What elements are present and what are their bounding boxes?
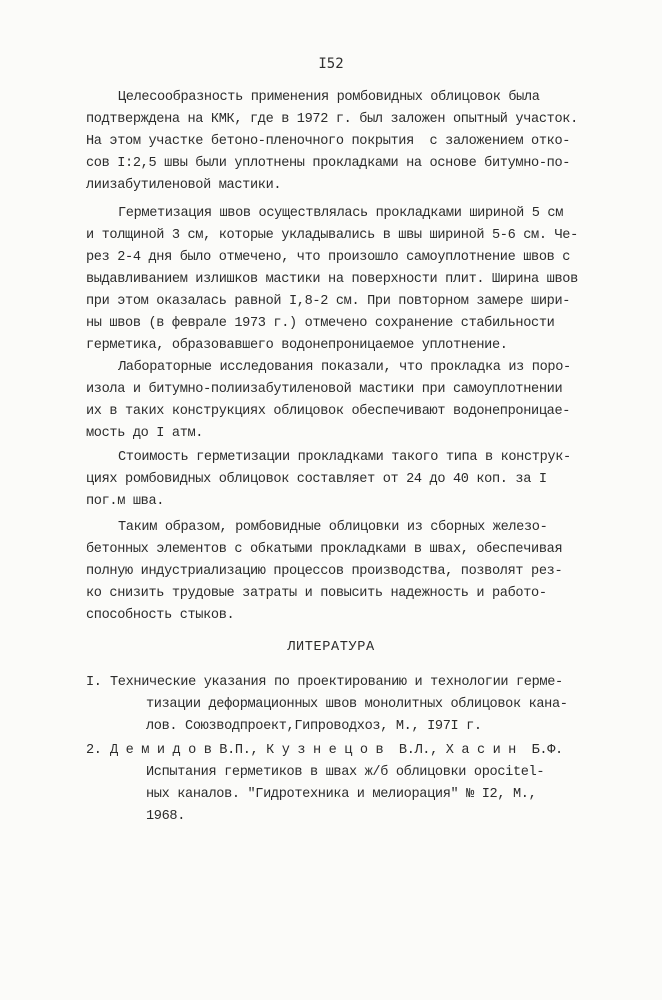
paragraph-3-line-2: изола и битумно-полиизабутиленовой мастики при самоуплотнении [86,382,563,397]
page-number: I52 [318,56,344,72]
paragraph-1-line-1: Целесообразность применения ромбовидных облицовок была [118,90,540,105]
paragraph-3-line-4: мость до I атм. [86,426,204,441]
paragraph-2-line-3: рез 2-4 дня было отмечено, что произошло самоуплотнение швов с [86,250,571,265]
paragraph-2-line-4: выдавливанием излишков мастики на поверхности плит. Ширина швов [86,272,578,287]
reference-2-line-4: 1968. [146,809,186,824]
paragraph-4-line-2: циях ромбовидных облицовок составляет от 24 до 40 коп. за I [86,472,547,487]
paragraph-2-line-2: и толщиной 3 см, которые укладывались в швы шириной 5-6 см. Че- [86,228,578,243]
reference-2-line-2: Испытания герметиков в швах ж/б облицовки оросitel- [146,765,545,780]
paragraph-2-line-7: герметика, образовавшего водонепроницаемое уплотнение. [86,338,508,353]
paragraph-4-line-3: пог.м шва. [86,494,165,509]
reference-1-number: I. [86,675,102,690]
reference-1-line-1: Технические указания по проектированию и технологии герме- [110,675,563,690]
paragraph-5-line-5: способность стыков. [86,608,235,623]
paragraph-3-line-1: Лабораторные исследования показали, что прокладка из поро- [118,360,571,375]
paragraph-1-line-4: сов I:2,5 швы были уплотнены прокладками на основе битумно-по- [86,156,571,171]
paragraph-1-line-5: лиизабутиленовой мастики. [86,178,282,193]
paragraph-3-line-3: их в таких конструкциях облицовок обеспечивают водонепроницае- [86,404,571,419]
paragraph-1-line-2: подтверждена на КМК, где в 1972 г. был заложен опытный участок. [86,112,578,127]
paragraph-5-line-3: полную индустриализацию процессов производства, позволят рез- [86,564,563,579]
reference-2-number: 2. [86,743,102,758]
paragraph-2-line-6: ны швов (в феврале 1973 г.) отмечено сохранение стабильности [86,316,555,331]
paragraph-4-line-1: Стоимость герметизации прокладками такого типа в конструк- [118,450,571,465]
reference-1-line-3: лов. Союзводпроект,Гипроводхоз, М., I97I г. [146,719,482,734]
paragraph-5-line-2: бетонных элементов с обкатыми прокладками в швах, обеспечивая [86,542,563,557]
paragraph-1-line-3: На этом участке бетоно-пленочного покрытия с заложением отко- [86,134,571,149]
paragraph-2-line-1: Герметизация швов осуществлялась прокладками шириной 5 см [118,206,564,221]
reference-1-line-2: тизации деформационных швов монолитных облицовок кана- [146,697,568,712]
paragraph-5-line-1: Таким образом, ромбовидные облицовки из сборных железо- [118,520,548,535]
reference-2-line-1: Д е м и д о в В.П., К у з н е ц о в В.Л., Х а с и н Б.Ф. [110,743,563,758]
paragraph-2-line-5: при этом оказалась равной I,8-2 см. При повторном замере шири- [86,294,571,309]
paragraph-5-line-4: ко снизить трудовые затраты и повысить надежность и работо- [86,586,547,601]
literature-heading: ЛИТЕРАТУРА [287,640,375,655]
reference-2-line-3: ных каналов. "Гидротехника и мелиорация" № I2, М., [146,787,537,802]
